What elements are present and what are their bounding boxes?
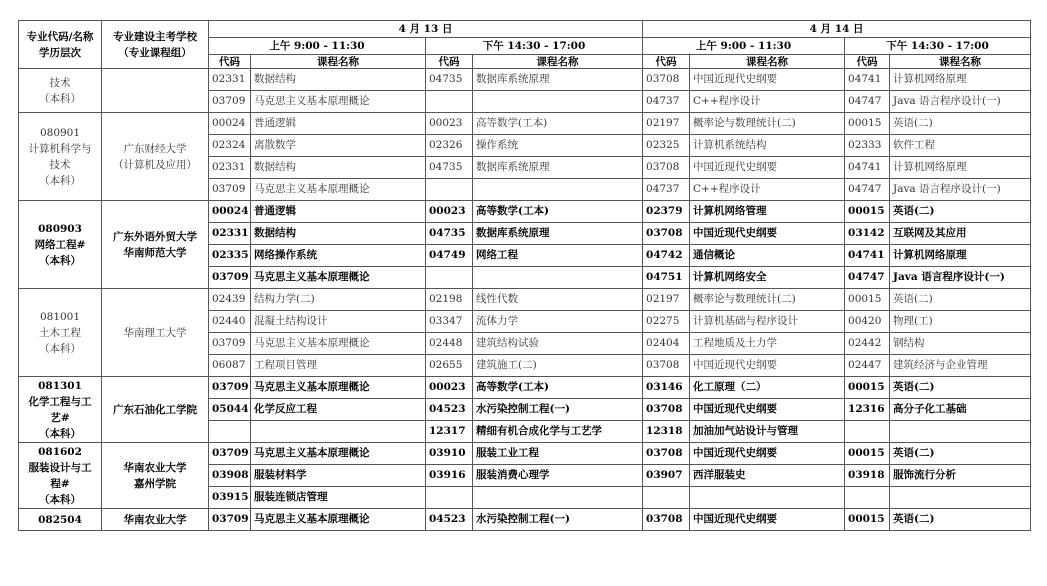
course-code: 03708 [643, 355, 690, 377]
major-line: 化学工程与工 [28, 395, 92, 408]
course-code: 00015 [845, 289, 890, 311]
course-name: C++程序设计 [690, 91, 845, 113]
course-name: 计算机网络原理 [890, 245, 1031, 267]
course-code: 02448 [426, 333, 473, 355]
major-line: 艺# [50, 411, 70, 424]
course-name: 化工原理（二） [690, 377, 845, 399]
course-code: 02333 [845, 135, 890, 157]
course-name: 数据结构 [251, 69, 426, 91]
course-name: 网络操作系统 [251, 245, 426, 267]
course-name: 工程地质及土力学 [690, 333, 845, 355]
major-line: （本科） [39, 493, 81, 506]
course-name: 计算机系统结构 [690, 135, 845, 157]
course-code: 00420 [845, 311, 890, 333]
course-code: 02655 [426, 355, 473, 377]
course-name: 精细有机合成化学与工艺学 [473, 421, 643, 443]
course-code: 03708 [643, 157, 690, 179]
course-code: 03142 [845, 223, 890, 245]
major-line: 080901 [39, 126, 81, 139]
course-code: 04523 [426, 509, 473, 531]
course-code: 04737 [643, 91, 690, 113]
course-code: 02324 [209, 135, 251, 157]
course-name: 建筑经济与企业管理 [890, 355, 1031, 377]
course-code: 04737 [643, 179, 690, 201]
course-name: 计算机网络管理 [690, 201, 845, 223]
course-code: 02440 [209, 311, 251, 333]
course-code: 03708 [643, 223, 690, 245]
course-name: 建筑施工(二) [473, 355, 643, 377]
course-name: 结构力学(二) [251, 289, 426, 311]
course-name: 普通逻辑 [251, 113, 426, 135]
header-session-apr13-pm: 下午 14:30 - 17:00 [426, 38, 643, 55]
course-name: 计算机网络原理 [890, 157, 1031, 179]
course-code: 00023 [426, 377, 473, 399]
course-name [690, 487, 845, 509]
course-code: 04742 [643, 245, 690, 267]
course-code: 12318 [643, 421, 690, 443]
course-name: 线性代数 [473, 289, 643, 311]
major-line: （本科） [39, 342, 81, 355]
course-code: 02331 [209, 223, 251, 245]
course-code: 03910 [426, 443, 473, 465]
course-code: 03709 [209, 91, 251, 113]
course-code: 04747 [845, 91, 890, 113]
course-name: Java 语言程序设计(一) [890, 267, 1031, 289]
course-code: 03908 [209, 465, 251, 487]
course-code [426, 91, 473, 113]
course-name: 计算机网络原理 [890, 69, 1031, 91]
course-code: 02439 [209, 289, 251, 311]
course-name: 马克思主义基本原理概论 [251, 509, 426, 531]
header-session-apr14-pm: 下午 14:30 - 17:00 [845, 38, 1031, 55]
course-name: 中国近现代史纲要 [690, 223, 845, 245]
course-code: 03708 [643, 399, 690, 421]
course-code: 04735 [426, 223, 473, 245]
course-code: 02404 [643, 333, 690, 355]
course-name: 通信概论 [690, 245, 845, 267]
course-name: 高等数学(工本) [473, 377, 643, 399]
table-row [19, 113, 1031, 135]
course-name: 马克思主义基本原理概论 [251, 333, 426, 355]
course-name: 数据库系统原理 [473, 69, 643, 91]
major-line: 081001 [39, 310, 81, 323]
course-code: 03709 [209, 509, 251, 531]
course-name: 软件工程 [890, 135, 1031, 157]
course-code [426, 487, 473, 509]
course-code: 00023 [426, 201, 473, 223]
course-name: 服装工业工程 [473, 443, 643, 465]
course-code: 02447 [845, 355, 890, 377]
course-name [473, 267, 643, 289]
table-row [19, 201, 1031, 223]
school-cell [102, 69, 209, 113]
header-course-name: 课程名称 [251, 55, 426, 69]
course-name: 中国近现代史纲要 [690, 509, 845, 531]
course-name: 英语(二) [890, 509, 1031, 531]
course-name: 服饰流行分析 [890, 465, 1031, 487]
course-name: 计算机基础与程序设计 [690, 311, 845, 333]
course-name: Java 语言程序设计(一) [890, 179, 1031, 201]
course-code: 02198 [426, 289, 473, 311]
course-code: 12317 [426, 421, 473, 443]
course-name: C++程序设计 [690, 179, 845, 201]
course-name [251, 421, 426, 443]
course-name: 数据库系统原理 [473, 223, 643, 245]
course-code: 00024 [209, 201, 251, 223]
course-name: 高等数学(工本) [473, 113, 643, 135]
course-code: 00015 [845, 113, 890, 135]
course-name: 英语(二) [890, 201, 1031, 223]
course-name: 马克思主义基本原理概论 [251, 443, 426, 465]
course-name [890, 421, 1031, 443]
course-name: 概率论与数理统计(二) [690, 113, 845, 135]
course-code: 02275 [643, 311, 690, 333]
course-name: 水污染控制工程(一) [473, 509, 643, 531]
major-line: （本科） [39, 92, 81, 105]
header-code: 代码 [845, 55, 890, 69]
table-row [19, 443, 1031, 465]
course-name: 计算机网络安全 [690, 267, 845, 289]
course-code: 03709 [209, 179, 251, 201]
course-code: 02331 [209, 157, 251, 179]
course-code: 03709 [209, 443, 251, 465]
course-code: 04735 [426, 69, 473, 91]
school-cell [102, 289, 209, 377]
school-cell [102, 377, 209, 443]
course-name: 化学反应工程 [251, 399, 426, 421]
major-line: 网络工程# [34, 238, 86, 251]
course-name: 英语(二) [890, 443, 1031, 465]
course-code: 04741 [845, 69, 890, 91]
course-name: 水污染控制工程(一) [473, 399, 643, 421]
table-row [19, 377, 1031, 399]
course-code [426, 179, 473, 201]
course-name: 服装消费心理学 [473, 465, 643, 487]
course-code: 00024 [209, 113, 251, 135]
course-name: 操作系统 [473, 135, 643, 157]
school-line: 华南理工大学 [123, 326, 187, 339]
course-code: 02325 [643, 135, 690, 157]
major-line: 081602 [38, 445, 82, 458]
major-line: 082504 [38, 513, 82, 526]
course-code: 04741 [845, 157, 890, 179]
header-session-apr14-am: 上午 9:00 - 11:30 [643, 38, 845, 55]
major-line: 服装设计与工 [28, 461, 92, 474]
course-code: 03918 [845, 465, 890, 487]
course-code: 00015 [845, 201, 890, 223]
course-code: 03709 [209, 377, 251, 399]
header-major-column: 专业代码/名称 学历层次 [19, 21, 102, 69]
course-name: 英语(二) [890, 289, 1031, 311]
course-code: 04735 [426, 157, 473, 179]
course-code: 02335 [209, 245, 251, 267]
school-line: 华南农业大学 [123, 461, 187, 474]
header-code: 代码 [209, 55, 251, 69]
school-cell [102, 509, 209, 531]
course-name: 英语(二) [890, 377, 1031, 399]
course-name: 英语(二) [890, 113, 1031, 135]
course-code [845, 487, 890, 509]
course-code: 04747 [845, 179, 890, 201]
course-name: 中国近现代史纲要 [690, 443, 845, 465]
course-code: 02442 [845, 333, 890, 355]
course-code: 03708 [643, 443, 690, 465]
school-line: 华南师范大学 [123, 246, 187, 259]
course-name: 服装材料学 [251, 465, 426, 487]
course-code: 03709 [209, 333, 251, 355]
school-line: （计算机及应用） [113, 158, 197, 171]
course-code: 02197 [643, 289, 690, 311]
school-cell [102, 201, 209, 289]
course-code: 02326 [426, 135, 473, 157]
major-line: 技术 [49, 76, 71, 89]
course-name: 离散数学 [251, 135, 426, 157]
major-line: 程# [50, 477, 70, 490]
course-name: 数据结构 [251, 223, 426, 245]
course-name: 数据库系统原理 [473, 157, 643, 179]
course-code: 04747 [845, 267, 890, 289]
school-line: 广东外语外贸大学 [113, 230, 197, 243]
table-row [19, 509, 1031, 531]
course-code: 03907 [643, 465, 690, 487]
course-code: 05044 [209, 399, 251, 421]
course-code: 04741 [845, 245, 890, 267]
course-code: 02379 [643, 201, 690, 223]
course-code: 03708 [643, 69, 690, 91]
course-name: 钢结构 [890, 333, 1031, 355]
table-row [19, 69, 1031, 91]
course-name: 中国近现代史纲要 [690, 399, 845, 421]
course-name: 互联网及其应用 [890, 223, 1031, 245]
header-day-apr14: 4 月 14 日 [643, 21, 1031, 38]
header-day-apr13: 4 月 13 日 [209, 21, 643, 38]
school-line: 广东石油化工学院 [113, 403, 197, 416]
course-code: 02331 [209, 69, 251, 91]
major-line: （本科） [39, 254, 81, 267]
course-code: 04523 [426, 399, 473, 421]
header-school-column: 专业建设主考学校 （专业课程组） [102, 21, 209, 69]
header-code: 代码 [426, 55, 473, 69]
major-cell [19, 113, 102, 201]
exam-schedule-table [18, 20, 1031, 531]
course-code [209, 421, 251, 443]
school-line: 嘉州学院 [134, 477, 176, 490]
course-name: 工程项目管理 [251, 355, 426, 377]
major-line: （本科） [39, 174, 81, 187]
header-course-name: 课程名称 [690, 55, 845, 69]
major-cell [19, 289, 102, 377]
course-code: 03915 [209, 487, 251, 509]
course-name: 建筑结构试验 [473, 333, 643, 355]
course-code [426, 267, 473, 289]
course-name: 中国近现代史纲要 [690, 69, 845, 91]
course-name: 混凝土结构设计 [251, 311, 426, 333]
course-code: 03146 [643, 377, 690, 399]
course-name [890, 487, 1031, 509]
course-name: 马克思主义基本原理概论 [251, 91, 426, 113]
course-name [473, 91, 643, 113]
course-code: 03347 [426, 311, 473, 333]
course-name: 西洋服装史 [690, 465, 845, 487]
major-cell [19, 443, 102, 509]
course-name: 普通逻辑 [251, 201, 426, 223]
school-cell [102, 113, 209, 201]
course-code [845, 421, 890, 443]
header-course-name: 课程名称 [890, 55, 1031, 69]
schedule-body [19, 69, 1031, 531]
major-cell [19, 201, 102, 289]
course-code: 06087 [209, 355, 251, 377]
course-code [643, 487, 690, 509]
course-name: 概率论与数理统计(二) [690, 289, 845, 311]
course-code: 04749 [426, 245, 473, 267]
major-line: 土木工程 [39, 326, 81, 339]
course-name: 中国近现代史纲要 [690, 157, 845, 179]
course-name [473, 179, 643, 201]
major-line: （本科） [39, 427, 81, 440]
major-line: 080903 [38, 222, 82, 235]
course-name: 马克思主义基本原理概论 [251, 267, 426, 289]
course-name: Java 语言程序设计(一) [890, 91, 1031, 113]
course-code: 04751 [643, 267, 690, 289]
course-code: 03708 [643, 509, 690, 531]
course-code: 03709 [209, 267, 251, 289]
major-cell [19, 69, 102, 113]
course-code: 03916 [426, 465, 473, 487]
major-line: 技术 [49, 158, 71, 171]
course-name: 服装连锁店管理 [251, 487, 426, 509]
course-name: 高等数学(工本) [473, 201, 643, 223]
course-name: 马克思主义基本原理概论 [251, 377, 426, 399]
course-name [473, 487, 643, 509]
course-name: 流体力学 [473, 311, 643, 333]
course-code: 02197 [643, 113, 690, 135]
header-session-apr13-am: 上午 9:00 - 11:30 [209, 38, 426, 55]
school-cell [102, 443, 209, 509]
course-name: 网络工程 [473, 245, 643, 267]
course-code: 00015 [845, 443, 890, 465]
course-name: 加油加气站设计与管理 [690, 421, 845, 443]
major-line: 081301 [38, 379, 82, 392]
major-cell [19, 377, 102, 443]
course-name: 高分子化工基础 [890, 399, 1031, 421]
table-row [19, 289, 1031, 311]
course-name: 马克思主义基本原理概论 [251, 179, 426, 201]
course-name: 数据结构 [251, 157, 426, 179]
major-cell [19, 509, 102, 531]
header-code: 代码 [643, 55, 690, 69]
course-code: 00015 [845, 509, 890, 531]
course-name: 中国近现代史纲要 [690, 355, 845, 377]
school-line: 广东财经大学 [123, 142, 187, 155]
course-code: 12316 [845, 399, 890, 421]
school-line: 华南农业大学 [123, 513, 187, 526]
major-line: 计算机科学与 [28, 142, 92, 155]
course-code: 00023 [426, 113, 473, 135]
course-name: 物理(工) [890, 311, 1031, 333]
course-code: 00015 [845, 377, 890, 399]
header-course-name: 课程名称 [473, 55, 643, 69]
